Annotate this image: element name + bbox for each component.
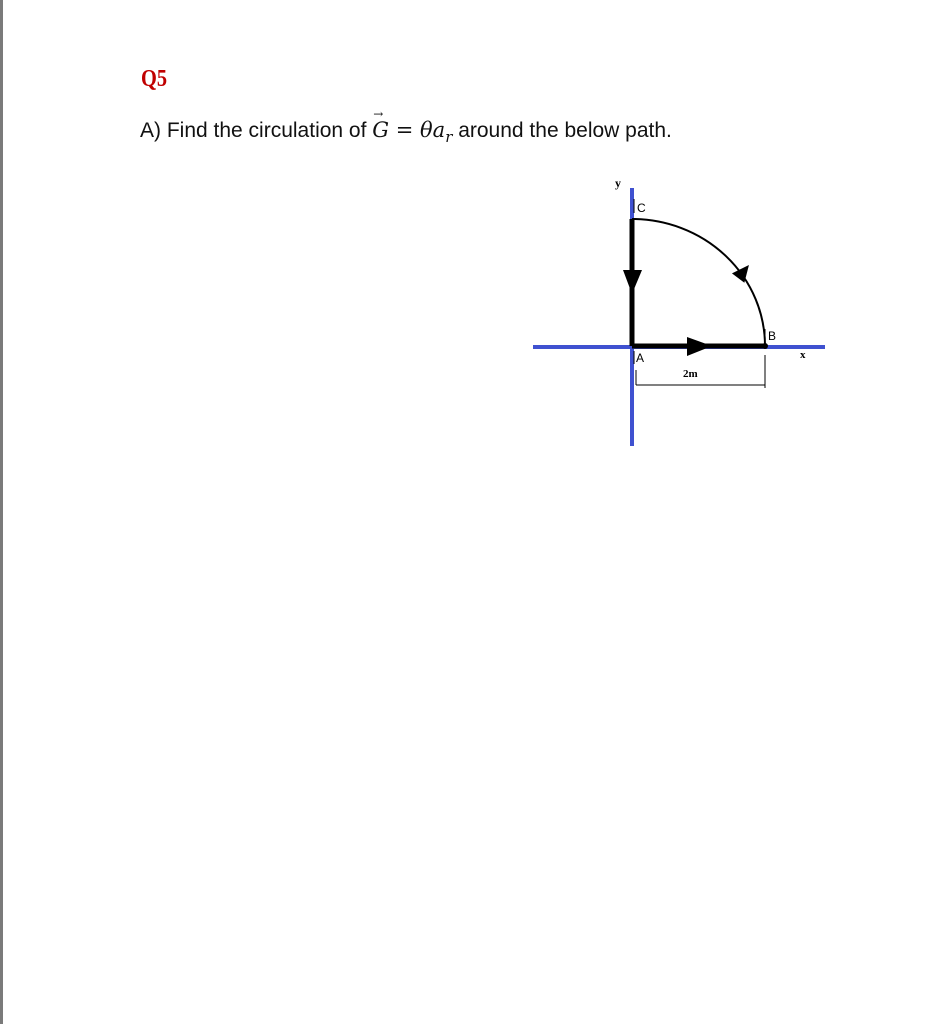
arrow-down-icon xyxy=(623,270,642,294)
arrow-arc-icon xyxy=(731,265,751,284)
path-arc-bc xyxy=(632,219,765,346)
path-diagram xyxy=(3,0,937,1024)
field-theta: θ xyxy=(420,118,433,142)
question-number: Q5 xyxy=(141,66,168,92)
question-prefix: A) Find the circulation of xyxy=(140,119,373,142)
arrow-right-icon xyxy=(687,337,712,356)
vector-arrow: → xyxy=(373,107,384,121)
point-a-label: A xyxy=(636,351,645,365)
question-suffix: around the below path. xyxy=(452,119,672,142)
equals-sign: = xyxy=(389,118,421,142)
y-axis-label: y xyxy=(615,176,621,190)
vector-symbol: G xyxy=(372,118,390,142)
point-c-label: C xyxy=(637,201,646,215)
field-unit-a: a xyxy=(432,118,446,142)
point-b-marker xyxy=(762,343,768,349)
field-unit-subscript: r xyxy=(445,128,453,147)
x-axis-label: x xyxy=(800,349,806,361)
dimension-label: 2m xyxy=(683,368,698,380)
point-b-label: B xyxy=(768,329,777,343)
